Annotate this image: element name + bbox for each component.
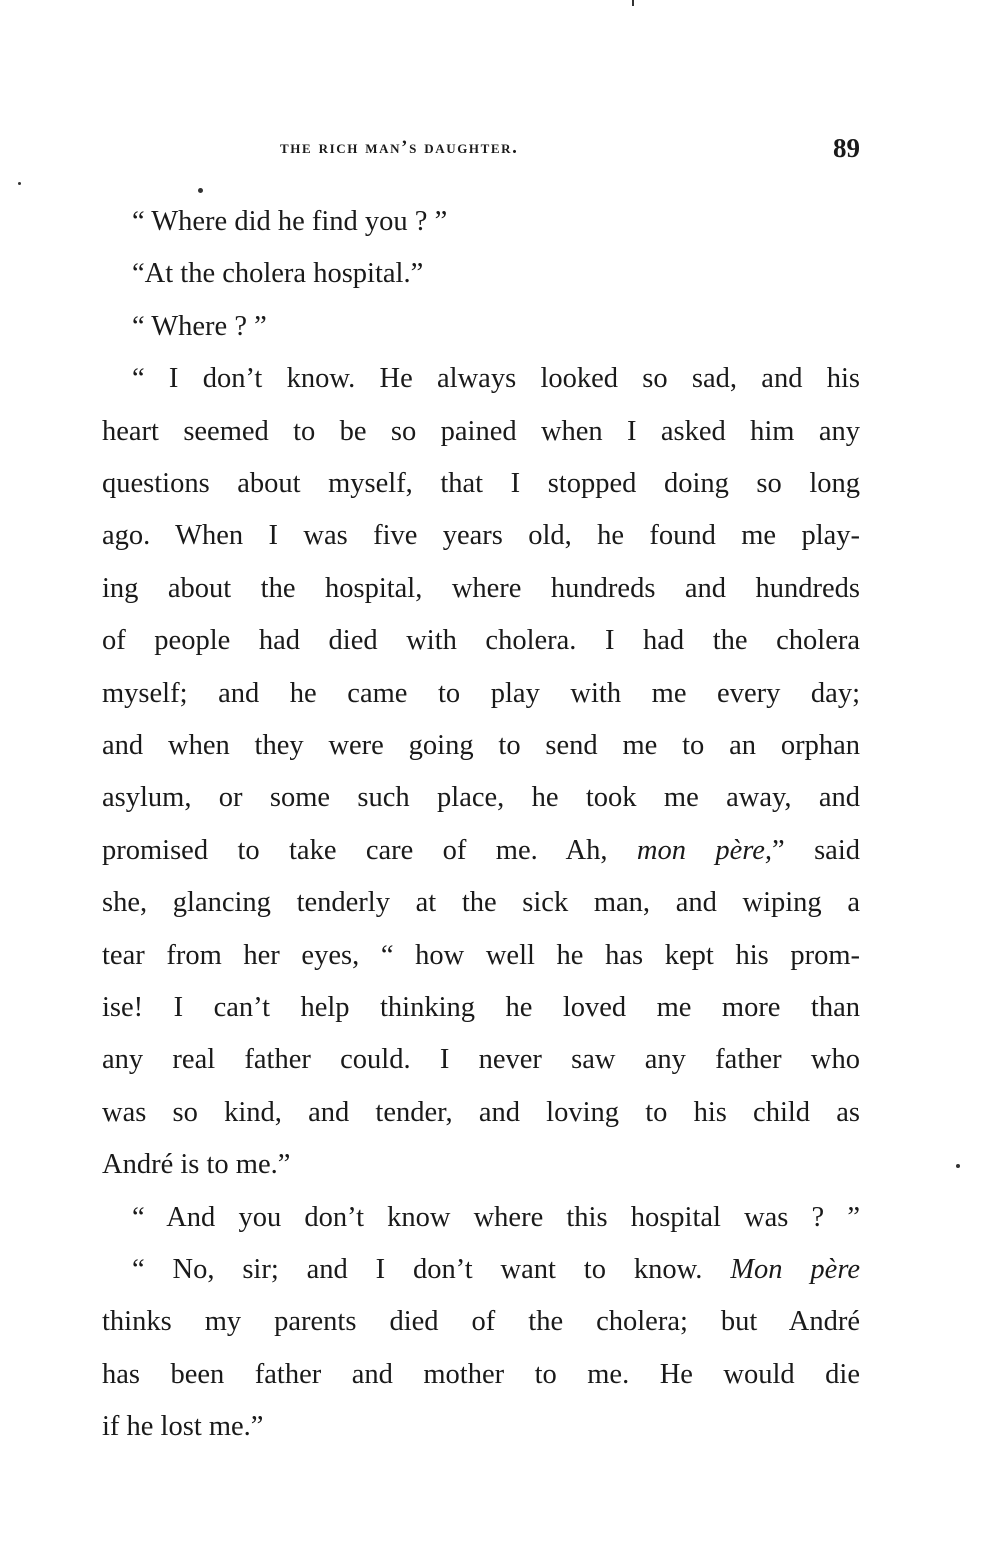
running-head	[100, 133, 870, 167]
print-speck	[198, 188, 203, 193]
text-line: “ Where ? ”	[132, 311, 267, 342]
italic-phrase: Mon père	[730, 1254, 861, 1285]
text-line: “ I don’t know. He always looked so sad, and his	[132, 363, 860, 394]
text-line: ago. When I was five years old, he found me play-	[102, 520, 860, 551]
text-segment: ” said	[772, 835, 860, 866]
text-line: “ And you don’t know where this hospital was ? ”	[132, 1202, 860, 1233]
text-line: André is to me.”	[102, 1149, 291, 1180]
text-line: “At the cholera hospital.”	[132, 258, 424, 289]
text-line: ing about the hospital, where hundreds and hundreds	[102, 573, 860, 604]
text-line: myself; and he came to play with me every day;	[102, 678, 860, 709]
print-speck	[632, 0, 634, 6]
print-speck	[956, 1164, 960, 1168]
text-line: thinks my parents died of the cholera; but André	[102, 1306, 860, 1337]
text-line: if he lost me.”	[102, 1411, 264, 1442]
text-line: heart seemed to be so pained when I asked him any	[102, 416, 860, 447]
text-segment: “ No, sir; and I don’t want to know.	[132, 1254, 731, 1285]
text-line: was so kind, and tender, and loving to his child as	[102, 1097, 860, 1128]
text-line	[102, 831, 860, 871]
text-line: “ Where did he find you ? ”	[132, 206, 448, 237]
italic-phrase: mon père,	[636, 835, 773, 866]
text-line: she, glancing tenderly at the sick man, and wiping a	[102, 887, 860, 918]
text-line: of people had died with cholera. I had the cholera	[102, 625, 860, 656]
text-line	[132, 1250, 860, 1290]
page-number: 89	[833, 133, 860, 163]
text-line: has been father and mother to me. He would die	[102, 1359, 860, 1390]
text-line: and when they were going to send me to an orphan	[102, 730, 860, 761]
text-line: ise! I can’t help thinking he loved me more than	[102, 992, 860, 1023]
text-segment: promised to take care of me. Ah,	[102, 835, 637, 866]
print-speck	[18, 182, 21, 185]
text-line: tear from her eyes, “ how well he has kept his prom-	[102, 940, 860, 971]
text-line: questions about myself, that I stopped doing so long	[102, 468, 860, 499]
running-title: the rich man’s daughter.	[280, 137, 519, 158]
text-line: any real father could. I never saw any father who	[102, 1044, 860, 1075]
text-line: asylum, or some such place, he took me away, and	[102, 782, 860, 813]
